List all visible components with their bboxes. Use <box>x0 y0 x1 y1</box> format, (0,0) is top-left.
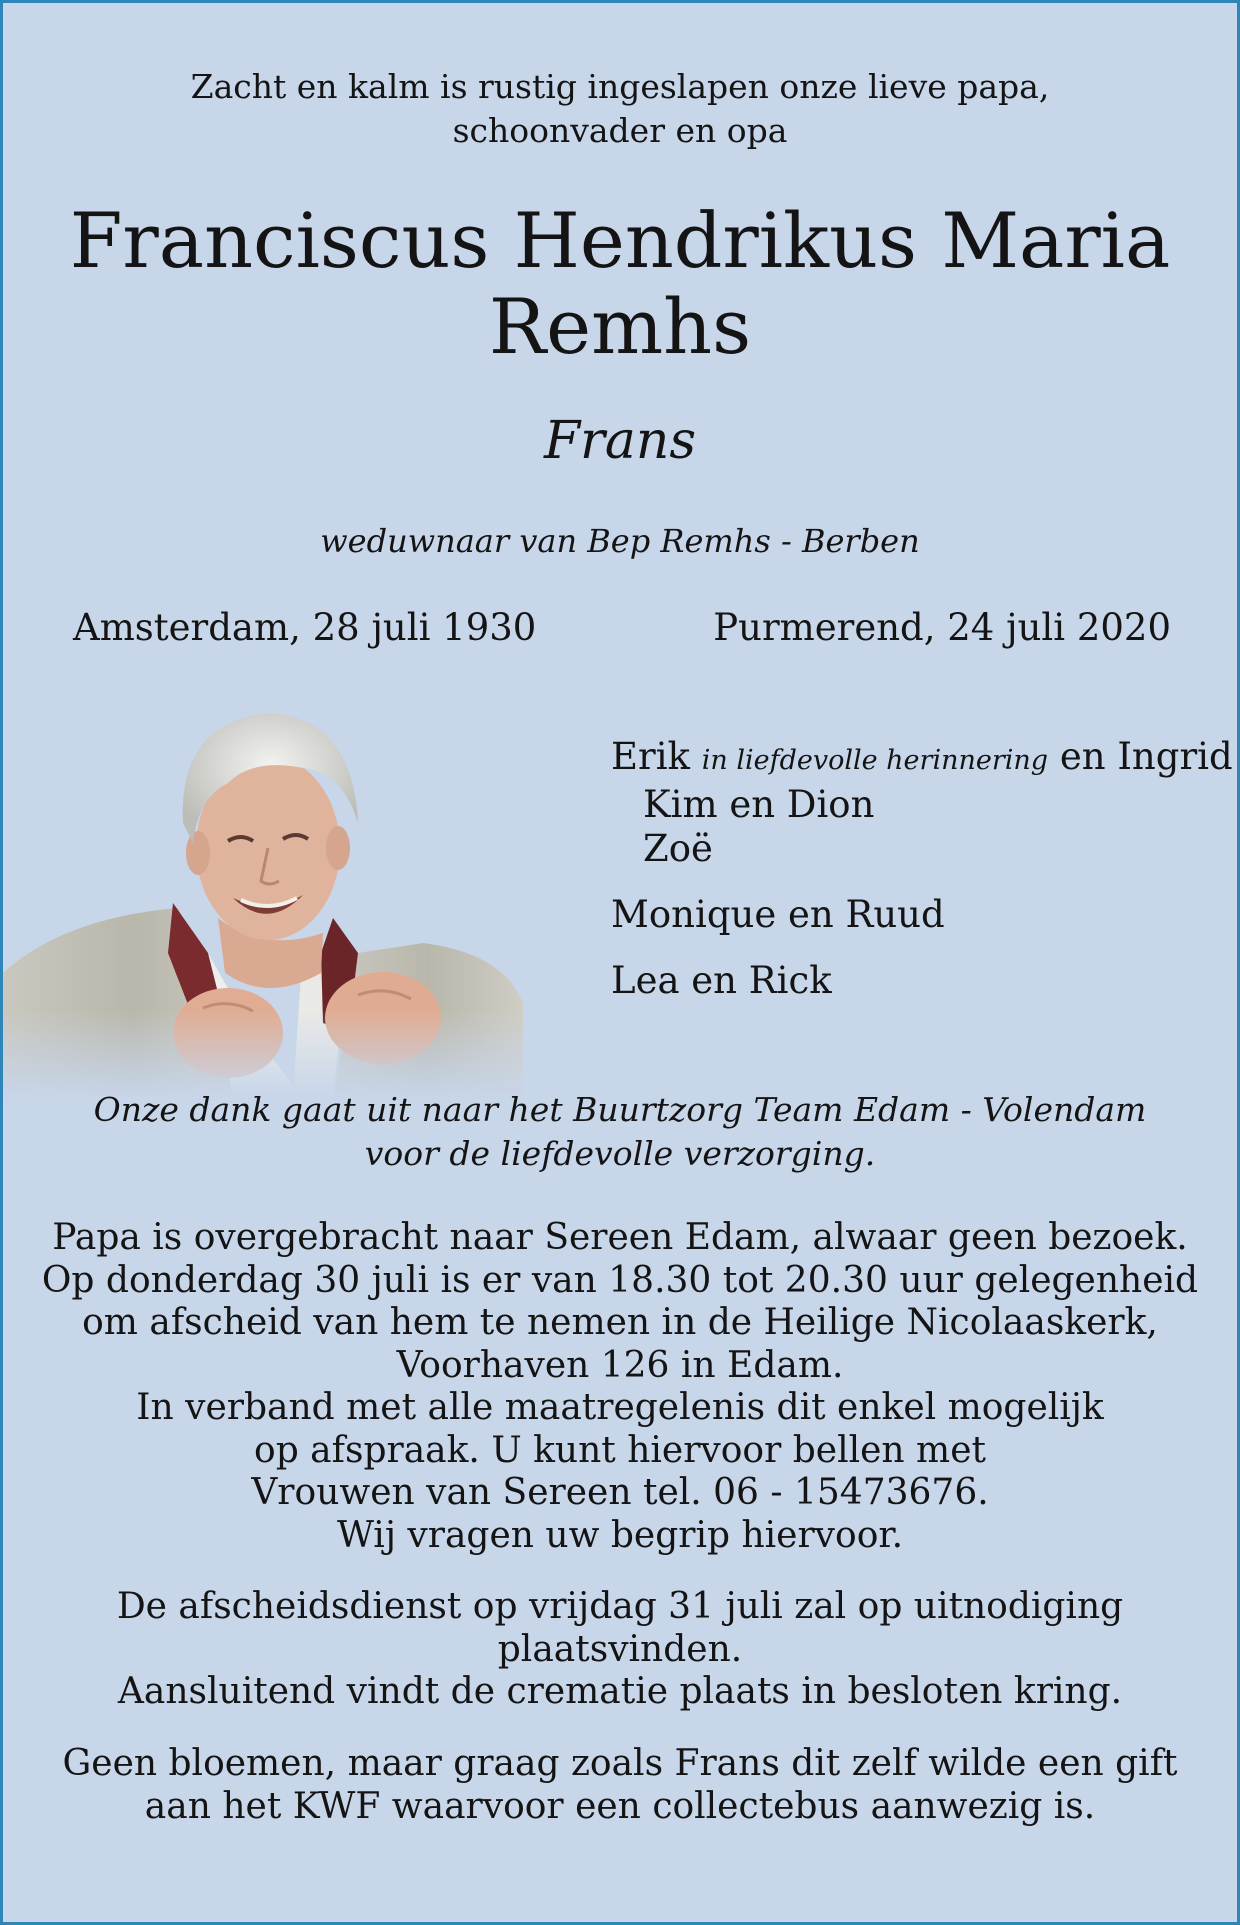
info-line: Papa is overgebracht naar Sereen Edam, alwaar geen bezoek. <box>52 1217 1188 1258</box>
thanks-text <box>3 1088 1237 1176</box>
widow-line: weduwnaar van Bep Remhs - Berben <box>320 522 920 560</box>
info-line: Voorhaven 126 in Edam. <box>396 1344 844 1386</box>
service-line: plaatsvinden. <box>497 1628 743 1670</box>
service-line: De afscheidsdienst op vrijdag 31 juli zal op uitnodiging <box>116 1586 1124 1627</box>
birth-place-date: Amsterdam, 28 juli 1930 <box>73 606 537 649</box>
flowers-line: aan het KWF waarvoor een collectebus aanwezig is. <box>144 1785 1096 1827</box>
name-line: Franciscus Hendrikus Maria <box>69 196 1171 285</box>
thanks-line: Onze dank gaat uit naar het Buurtzorg Team Edam - Volendam <box>93 1090 1147 1129</box>
info-line: Op donderdag 30 juli is er van 18.30 tot 20.30 uur gelegenheid <box>41 1259 1199 1301</box>
deceased-name <box>3 198 1237 370</box>
family-member: Monique en Ruud <box>611 893 945 936</box>
info-line: op afspraak. U kunt hiervoor bellen met <box>254 1429 986 1471</box>
family-row-erik <box>611 735 1233 783</box>
family-member: en Ingrid <box>1059 735 1233 778</box>
family-list <box>611 735 1233 1003</box>
info-line: Wij vragen uw begrip hiervoor. <box>336 1514 904 1556</box>
service-line: Aansluitend vindt de crematie plaats in besloten kring. <box>117 1671 1123 1712</box>
info-line: om afscheid van hem te nemen in de Heilige Nicolaaskerk, <box>82 1302 1158 1343</box>
service-info <box>3 1586 1237 1714</box>
family-member: Kim en Dion <box>643 783 875 826</box>
in-memory-note: in liefdevolle herinnering <box>701 745 1049 776</box>
portrait-illustration <box>3 703 543 1098</box>
nickname: Frans <box>543 411 697 471</box>
intro-line: Zacht en kalm is rustig ingeslapen onze lieve papa, <box>190 67 1050 106</box>
flowers-line: Geen bloemen, maar graag zoals Frans dit zelf wilde een gift <box>62 1743 1178 1784</box>
info-line: In verband met alle maatregelenis dit enkel mogelijk <box>136 1387 1104 1428</box>
intro-text <box>3 65 1237 153</box>
death-place-date: Purmerend, 24 juli 2020 <box>713 606 1171 649</box>
flowers-note <box>3 1743 1237 1828</box>
intro-line: schoonvader en opa <box>452 111 788 150</box>
visitation-info <box>3 1217 1237 1557</box>
family-member: Zoë <box>643 827 713 870</box>
portrait-photo <box>3 703 543 1098</box>
family-member: Erik <box>611 735 690 778</box>
name-line: Remhs <box>488 282 752 371</box>
thanks-line: voor de liefdevolle verzorging. <box>364 1134 876 1173</box>
family-member: Lea en Rick <box>611 959 832 1002</box>
info-line: Vrouwen van Sereen tel. 06 - 15473676. <box>251 1472 989 1513</box>
